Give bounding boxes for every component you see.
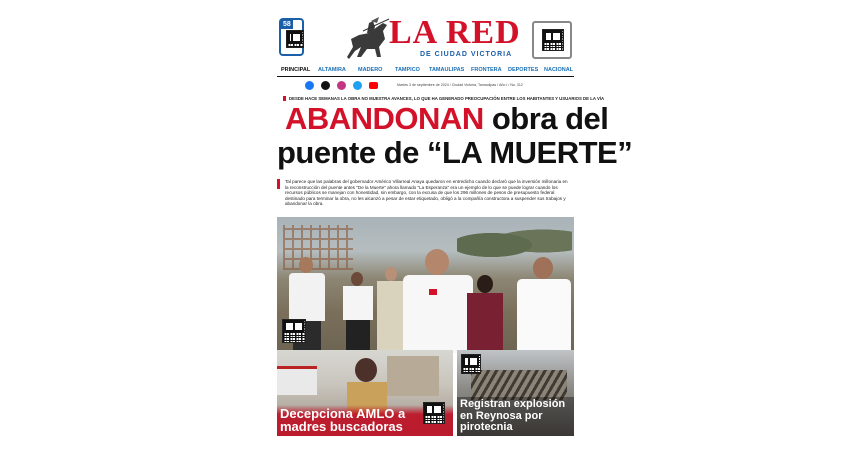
story-photo-amlo (277, 350, 453, 436)
qr-code-left[interactable] (286, 30, 304, 48)
youtube-icon[interactable] (369, 82, 378, 89)
nav-item-madero[interactable]: MADERO (358, 67, 383, 73)
nav-item-frontera[interactable]: FRONTERA (471, 67, 502, 73)
page-number: 58 (283, 21, 291, 28)
newspaper-front-page (277, 14, 633, 436)
qr-code-story-2[interactable] (461, 354, 481, 374)
person-right (513, 257, 573, 353)
facebook-icon[interactable] (305, 81, 314, 90)
logo-title: LA RED (389, 14, 521, 51)
story-title-amlo[interactable]: Decepciona AMLO a madres buscadoras (277, 405, 453, 436)
qr-code-story-1[interactable] (423, 402, 445, 424)
person-woman (465, 275, 505, 353)
story-photo-reynosa (457, 350, 574, 436)
dateline: Martes 3 de septiembre de 2024 / Ciudad Victoria, Tamaulipas / Año I / No. 312 (397, 83, 523, 87)
headline-line2: puente de “LA MUERTE” (277, 135, 633, 170)
tent (277, 366, 317, 395)
debris (471, 370, 567, 400)
twitter-icon[interactable] (353, 81, 362, 90)
logo-subtitle: DE CIUDAD VICTORIA (420, 51, 513, 58)
kicker: DESDE HACE SEMANAS LA OBRA NO MUESTRA AVANCES, LO QUE HA GENERADO PREOCUPACIÓN ENTRE LOS HABITANTES Y USUARIOS DE LA VÍA (289, 96, 605, 101)
headline-line1: obra del (483, 101, 609, 136)
nav-item-nacional[interactable]: NACIONAL (544, 67, 574, 73)
person-2 (341, 272, 375, 353)
nav-item-altamira[interactable]: ALTAMIRA (318, 67, 346, 73)
nav-divider (277, 76, 574, 77)
body-bar (277, 179, 280, 189)
social-icons (305, 81, 385, 90)
section-nav (281, 67, 574, 75)
nav-item-tampico[interactable]: TAMPICO (395, 67, 420, 73)
qr-code-right[interactable] (542, 29, 564, 51)
headline-red-word: ABANDONAN (285, 101, 484, 136)
nav-item-tamaulipas[interactable]: TAMAULIPAS (429, 67, 465, 73)
main-photo (277, 217, 574, 353)
nav-item-deportes[interactable]: DEPORTES (508, 67, 539, 73)
body-text: Tal parece que las palabras del gobernador Américo Villarreal Anaya quedaron en entredicho cuando declaró que la inversión millonaria en la reconstrucción del puente antes "De la Muerte" ahora llamado "La Esperanza" era un ejemplo de lo que se puede lograr cuando los recursos públicos se manejan con honestidad, sin embargo, con la excusa de que los 296 millones de pesos de presupuesto federal destinado para terminar la obra, no les alcanzó a pesar de estar etiquetado, obligó a la compañía constructora a suspender sus trabajos y abandonar la obra. (285, 179, 568, 207)
church-background (387, 356, 439, 396)
page-number-badge (279, 18, 304, 56)
story-title-reynosa[interactable]: Registran explosión en Reynosa por pirotecnia (457, 397, 574, 436)
nav-item-principal[interactable]: PRINCIPAL (281, 67, 311, 73)
main-headline (285, 101, 609, 136)
instagram-icon[interactable] (337, 81, 346, 90)
qr-frame-right (532, 21, 572, 59)
qr-code-photo[interactable] (282, 319, 306, 343)
tiktok-icon[interactable] (321, 81, 330, 90)
